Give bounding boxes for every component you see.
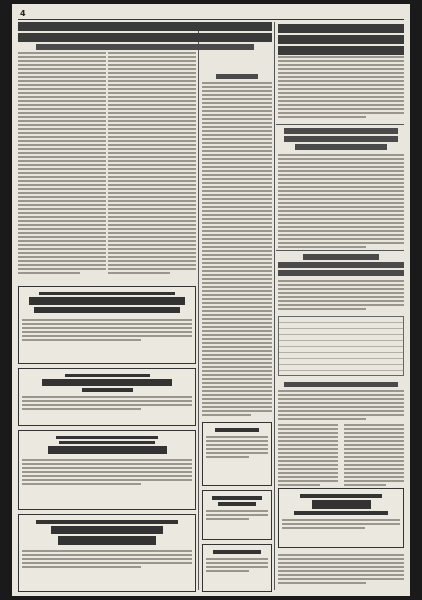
- publication-notice-box: [278, 488, 404, 548]
- lead-article-column: [108, 52, 196, 276]
- advertisement-box: [202, 422, 272, 486]
- masthead-rule: [18, 19, 404, 20]
- advertisement-box: [18, 430, 196, 510]
- figures-table: [278, 316, 404, 376]
- advertisement-box: [18, 514, 196, 592]
- lead-article-headline: [18, 22, 272, 52]
- top-right-headline: [278, 24, 404, 57]
- section-rule: [276, 250, 404, 251]
- lower-right-article: [278, 280, 404, 312]
- page-number: 4: [20, 9, 26, 18]
- advertisement-box: [202, 490, 272, 540]
- side-column: [202, 74, 272, 418]
- advertisement-box: [18, 286, 196, 364]
- advertisement-box: [202, 544, 272, 592]
- section-rule: [276, 124, 404, 125]
- notice-column: [278, 382, 404, 422]
- top-right-article: [278, 56, 404, 120]
- notices-column: [344, 424, 404, 488]
- notices-column: [278, 424, 338, 488]
- column-divider: [274, 22, 275, 590]
- middle-right-article: [278, 154, 404, 250]
- middle-right-headline: [284, 128, 398, 152]
- column-divider: [198, 22, 199, 590]
- closing-notice: [278, 554, 404, 586]
- lead-article-column: [18, 52, 106, 276]
- lower-right-headline: [278, 254, 404, 278]
- newspaper-page: [12, 4, 410, 596]
- advertisement-box: [18, 368, 196, 426]
